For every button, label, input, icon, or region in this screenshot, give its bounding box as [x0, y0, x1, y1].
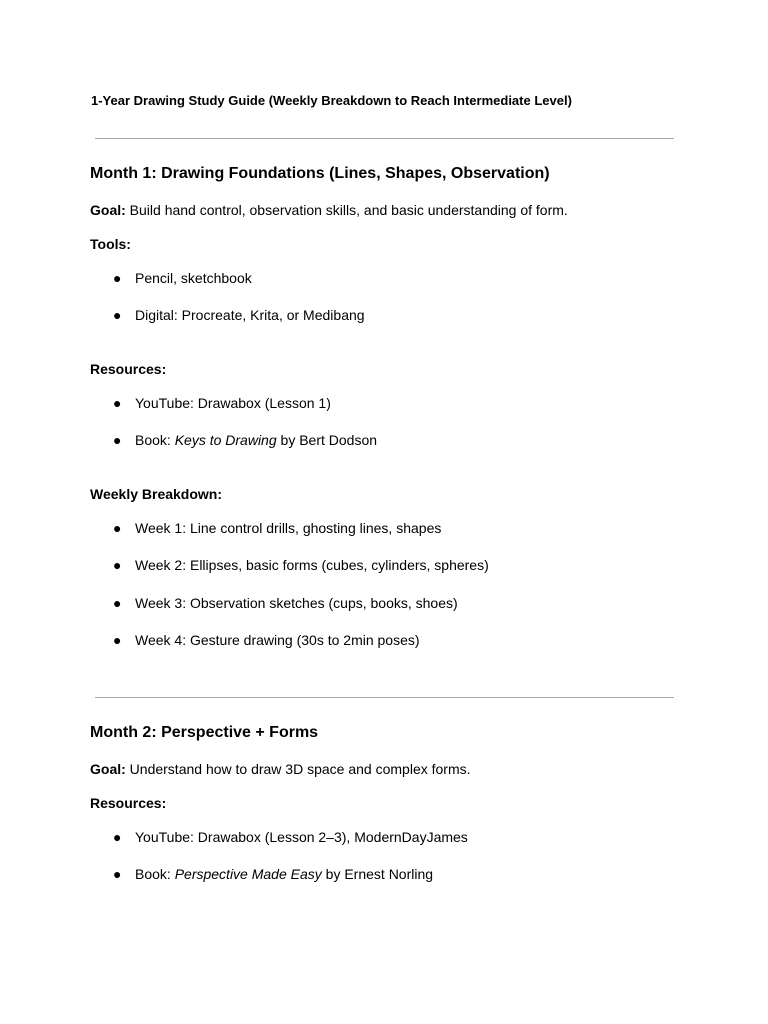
list-item [135, 431, 377, 449]
list-item: Week 4: Gesture drawing (30s to 2min poses) [135, 632, 420, 648]
book-prefix: Book: [135, 866, 175, 882]
horizontal-rule [95, 697, 674, 698]
goal-label: Goal: [90, 202, 126, 218]
list-item: YouTube: Drawabox (Lesson 1) [135, 395, 331, 411]
document-title: 1-Year Drawing Study Guide (Weekly Breakdown to Reach Intermediate Level) [91, 93, 572, 108]
bullet-icon: ● [113, 270, 122, 286]
month1-goal [90, 201, 568, 219]
tools-label: Tools: [90, 236, 131, 252]
list-item: Week 2: Ellipses, basic forms (cubes, cylinders, spheres) [135, 557, 489, 573]
month2-goal [90, 760, 471, 778]
bullet-icon: ● [113, 395, 122, 411]
bullet-icon: ● [113, 520, 122, 536]
list-item [135, 865, 433, 883]
month1-heading: Month 1: Drawing Foundations (Lines, Shapes, Observation) [90, 165, 550, 182]
bullet-icon: ● [113, 632, 122, 648]
horizontal-rule [95, 138, 674, 139]
goal-text: Build hand control, observation skills, and basic understanding of form. [125, 202, 568, 218]
book-author: by Bert Dodson [276, 432, 378, 448]
resources-label: Resources: [90, 795, 167, 811]
list-item: Pencil, sketchbook [135, 270, 252, 286]
bullet-icon: ● [113, 595, 122, 611]
book-title: Perspective Made Easy [174, 866, 322, 882]
list-item: Week 3: Observation sketches (cups, books, shoes) [135, 595, 458, 611]
bullet-icon: ● [113, 432, 122, 448]
bullet-icon: ● [113, 866, 122, 882]
month2-heading: Month 2: Perspective + Forms [90, 724, 319, 741]
resources-label: Resources: [90, 361, 167, 377]
bullet-icon: ● [113, 307, 122, 323]
bullet-icon: ● [113, 557, 122, 573]
book-title: Keys to Drawing [174, 432, 277, 448]
goal-label: Goal: [90, 761, 126, 777]
goal-text: Understand how to draw 3D space and complex forms. [125, 761, 471, 777]
book-author: by Ernest Norling [321, 866, 434, 882]
list-item: YouTube: Drawabox (Lesson 2–3), ModernDayJames [135, 829, 468, 845]
book-prefix: Book: [135, 432, 175, 448]
weekly-breakdown-label: Weekly Breakdown: [90, 486, 223, 502]
list-item: Digital: Procreate, Krita, or Medibang [135, 307, 365, 323]
bullet-icon: ● [113, 829, 122, 845]
list-item: Week 1: Line control drills, ghosting lines, shapes [135, 520, 442, 536]
